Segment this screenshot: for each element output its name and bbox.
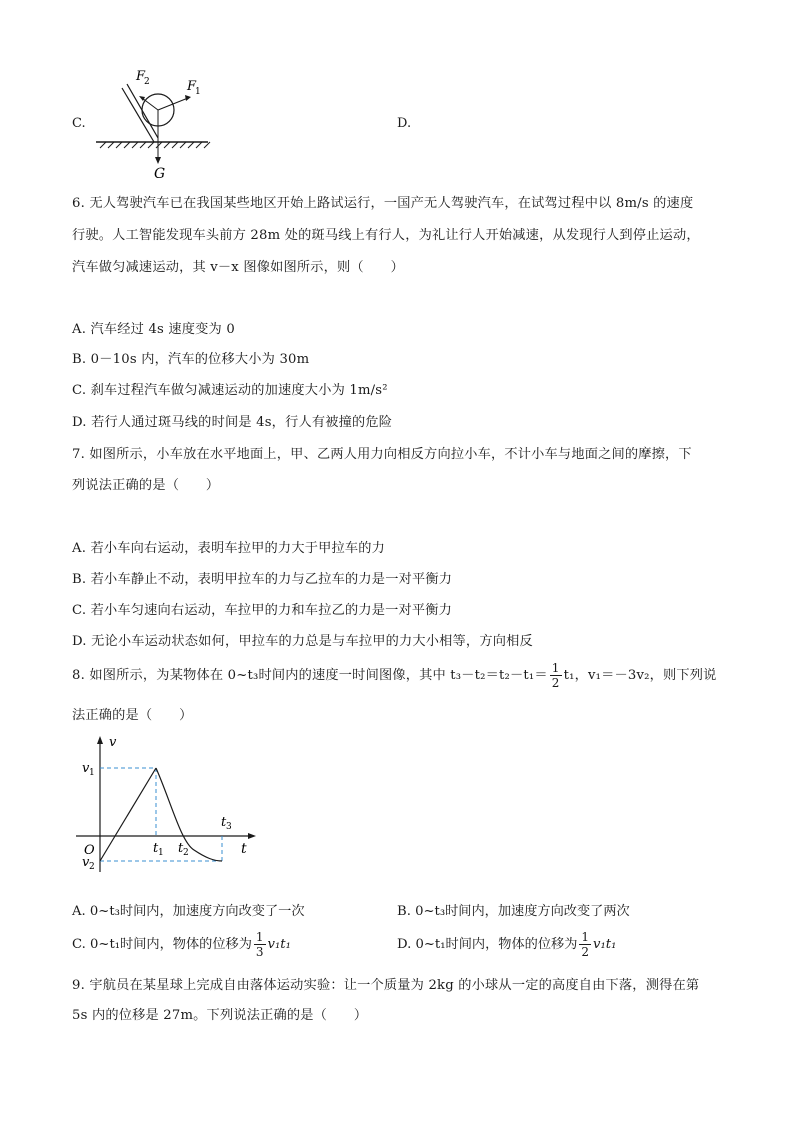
q8-line1: 8. 如图所示，为某物体在 0~t₃时间内的速度一时间图像，其中 t₃－t₂＝t₂－t₁＝ $\frac{1}{2}$ t₁，v₁＝－3v₂，则下列说 <box>72 661 717 690</box>
velocity-time-graph <box>76 732 266 877</box>
option-c-label: C. <box>72 116 86 131</box>
q6-option-c: C. 刹车过程汽车做匀减速运动的加速度大小为 1m/s² <box>72 383 388 398</box>
q7-option-d: D. 无论小车运动状态如何，甲拉车的力总是与车拉甲的力大小相等，方向相反 <box>72 634 533 649</box>
t1-label: t <box>153 841 159 856</box>
f1-label: F <box>187 79 197 94</box>
q7-option-a: A. 若小车向右运动，表明车拉甲的力大于甲拉车的力 <box>72 541 386 556</box>
g-label: G <box>154 166 166 180</box>
q8-option-d: D. 0~t₁时间内，物体的位移为 $\frac{1}{2}$ v₁t₁ <box>397 930 617 959</box>
t3-label: t <box>221 815 227 830</box>
svg-text:1: 1 <box>89 768 95 778</box>
q7-line1: 7. 如图所示，小车放在水平地面上，甲、乙两人用力向相反方向拉小车，不计小车与地面之间的摩擦，下 <box>72 447 692 462</box>
q9-line1: 9. 宇航员在某星球上完成自由落体运动实验：让一个质量为 2kg 的小球从一定的高度自由下落，测得在第 <box>72 978 700 993</box>
fraction-half: $\frac{1}{2}$ <box>551 661 560 690</box>
q6-option-b: B. 0－10s 内，汽车的位移大小为 30m <box>72 352 310 367</box>
svg-text:2: 2 <box>183 848 189 858</box>
v2-label: v <box>82 855 90 870</box>
svg-text:1: 1 <box>195 87 201 97</box>
q6-line2: 行驶。人工智能发现车头前方 28m 处的斑马线上有行人，为礼让行人开始减速，从发现行人到停止运动， <box>72 228 700 243</box>
q6-line1: 6. 无人驾驶汽车已在我国某些地区开始上路试运行，一国产无人驾驶汽车，在试驾过程中以 8m/s 的速度 <box>72 196 694 211</box>
q8-option-c: C. 0~t₁时间内，物体的位移为 $\frac{1}{3}$ v₁t₁ <box>72 930 291 959</box>
option-d-label: D. <box>397 116 412 131</box>
q6-option-a: A. 汽车经过 4s 速度变为 0 <box>72 322 235 337</box>
svg-text:1: 1 <box>158 848 164 858</box>
ground-hatching <box>100 142 210 148</box>
q6-option-d: D. 若行人通过斑马线的时间是 4s，行人有被撞的危险 <box>72 415 393 430</box>
f2-label: F <box>136 69 146 84</box>
svg-text:3: 3 <box>226 822 232 832</box>
t2-label: t <box>178 841 184 856</box>
svg-text:2: 2 <box>144 77 150 87</box>
velocity-curve-fall <box>156 768 222 861</box>
q8-line2: 法正确的是（ ） <box>72 708 193 723</box>
q6-line3: 汽车做匀减速运动，其 v－x 图像如图所示，则（ ） <box>72 260 404 275</box>
q8-option-a: A. 0~t₃时间内，加速度方向改变了一次 <box>72 904 305 919</box>
v1-label: v <box>82 761 90 776</box>
force-diagram <box>92 62 222 180</box>
q8-option-b: B. 0~t₃时间内，加速度方向改变了两次 <box>397 904 630 919</box>
fraction-third: $\frac{1}{3}$ <box>255 930 264 959</box>
q9-line2: 5s 内的位移是 27m。下列说法正确的是（ ） <box>72 1008 368 1023</box>
velocity-line-rise <box>100 768 156 861</box>
q7-option-c: C. 若小车匀速向右运动，车拉甲的力和车拉乙的力是一对平衡力 <box>72 603 453 618</box>
svg-text:2: 2 <box>89 862 95 872</box>
t-axis-label: t <box>241 841 247 857</box>
q7-line2: 列说法正确的是（ ） <box>72 478 220 493</box>
v-axis-label: v <box>109 735 117 750</box>
fraction-half-d: $\frac{1}{2}$ <box>581 930 590 959</box>
q7-option-b: B. 若小车静止不动，表明甲拉车的力与乙拉车的力是一对平衡力 <box>72 572 453 587</box>
origin-label: O <box>84 843 95 858</box>
